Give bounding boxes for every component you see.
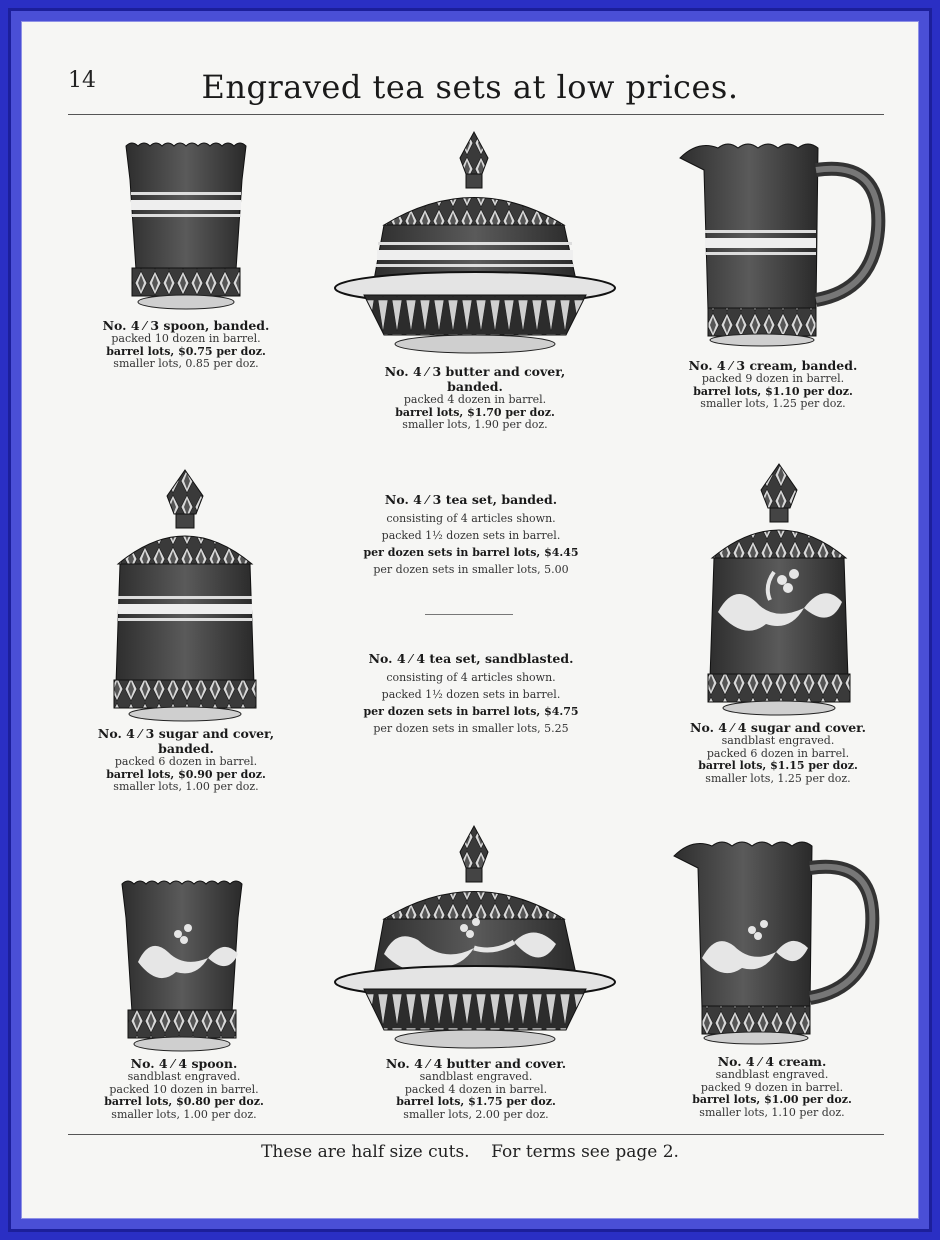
set-packed: packed 1½ dozen sets in barrel.	[381, 529, 561, 542]
item-butter-sandblast	[374, 1056, 578, 1121]
item-barrel-price: barrel lots, $1.15 per doz.	[698, 759, 858, 772]
item-engraved: sandblast engraved.	[721, 734, 835, 747]
item-packed: packed 10 dozen in barrel.	[109, 1082, 259, 1096]
item-packed: packed 4 dozen in barrel.	[404, 1082, 548, 1096]
set-smaller-price: per dozen sets in smaller lots, 5.00	[373, 563, 569, 576]
page-title: Engraved tea sets at low prices.	[201, 68, 739, 106]
set-packed: packed 1½ dozen sets in barrel.	[381, 688, 561, 701]
item-name: No. 4 ⁄ 4 sugar and cover.	[690, 720, 866, 735]
item-name: No. 4 ⁄ 3 spoon, banded.	[102, 318, 270, 333]
item-name: No. 4 ⁄ 3 cream, banded.	[688, 358, 858, 373]
item-engraved: sandblast engraved.	[715, 1068, 829, 1081]
cream-sandblast-illustration	[672, 828, 882, 1048]
cream-banded-illustration	[678, 130, 888, 350]
sugar-banded-illustration	[110, 468, 260, 724]
header-rule	[68, 114, 884, 115]
set-consisting: consisting of 4 articles shown.	[386, 671, 556, 684]
item-smaller-price: smaller lots, 1.25 per doz.	[705, 771, 851, 785]
set-divider	[425, 614, 513, 615]
spoon-sandblast-illustration	[116, 878, 248, 1054]
tea-set-banded	[358, 490, 584, 578]
item-packed: packed 10 dozen in barrel.	[111, 332, 261, 345]
item-smaller-price: smaller lots, 1.10 per doz.	[699, 1105, 845, 1119]
item-smaller-price: smaller lots, 1.90 per doz.	[402, 418, 548, 431]
catalog-page	[22, 22, 918, 1218]
footer-rule	[68, 1134, 884, 1135]
item-spoon-banded	[84, 318, 288, 371]
item-barrel-price: barrel lots, $0.75 per doz.	[106, 344, 266, 358]
page-number: 14	[68, 68, 96, 93]
page-footer: These are half size cuts. For terms see page 2.	[261, 1142, 679, 1162]
item-sugar-banded	[70, 726, 302, 794]
item-spoon-sandblast	[82, 1056, 286, 1121]
item-sugar-sandblast	[676, 720, 880, 785]
item-barrel-price: barrel lots, $1.00 per doz.	[692, 1093, 852, 1106]
item-barrel-price: barrel lots, $1.70 per doz.	[395, 405, 555, 419]
item-smaller-price: smaller lots, 1.00 per doz.	[111, 1107, 257, 1121]
item-cream-sandblast	[682, 1054, 862, 1119]
item-barrel-price: barrel lots, $1.10 per doz.	[693, 384, 853, 398]
item-smaller-price: smaller lots, 0.85 per doz.	[113, 357, 259, 370]
set-consisting: consisting of 4 articles shown.	[386, 512, 556, 525]
item-engraved: sandblast engraved.	[419, 1070, 533, 1083]
item-barrel-price: barrel lots, $1.75 per doz.	[396, 1095, 556, 1108]
tea-set-sandblasted	[358, 649, 584, 737]
item-engraved: sandblast engraved.	[127, 1070, 241, 1083]
item-packed: packed 6 dozen in barrel.	[706, 746, 850, 760]
item-packed: packed 6 dozen in barrel.	[114, 755, 258, 768]
butter-sandblast-illustration	[334, 824, 616, 1056]
item-packed: packed 9 dozen in barrel.	[700, 1080, 844, 1094]
spoon-banded-illustration	[120, 140, 252, 312]
item-packed: packed 4 dozen in barrel.	[403, 393, 547, 406]
set-smaller-price: per dozen sets in smaller lots, 5.25	[373, 722, 569, 735]
item-barrel-price: barrel lots, $0.80 per doz.	[104, 1095, 264, 1108]
sugar-sandblast-illustration	[704, 462, 854, 718]
butter-banded-illustration	[334, 130, 616, 360]
set-barrel-price: per dozen sets in barrel lots, $4.45	[363, 546, 579, 559]
item-smaller-price: smaller lots, 1.25 per doz.	[700, 397, 846, 410]
item-packed: packed 9 dozen in barrel.	[701, 372, 845, 385]
item-name: No. 4 ⁄ 4 cream.	[717, 1054, 827, 1069]
item-name: No. 4 ⁄ 3 butter and cover, banded.	[384, 364, 566, 394]
item-butter-banded	[362, 364, 588, 432]
item-barrel-price: barrel lots, $0.90 per doz.	[106, 767, 266, 781]
item-cream-banded	[678, 358, 868, 411]
item-smaller-price: smaller lots, 2.00 per doz.	[403, 1107, 549, 1121]
item-name: No. 4 ⁄ 4 butter and cover.	[385, 1056, 567, 1071]
set-name: No. 4 ⁄ 4 tea set, sandblasted.	[368, 651, 574, 666]
set-name: No. 4 ⁄ 3 tea set, banded.	[384, 492, 558, 507]
item-smaller-price: smaller lots, 1.00 per doz.	[113, 780, 259, 793]
item-name: No. 4 ⁄ 4 spoon.	[130, 1056, 238, 1071]
set-barrel-price: per dozen sets in barrel lots, $4.75	[363, 705, 579, 718]
item-name: No. 4 ⁄ 3 sugar and cover, banded.	[97, 726, 275, 756]
